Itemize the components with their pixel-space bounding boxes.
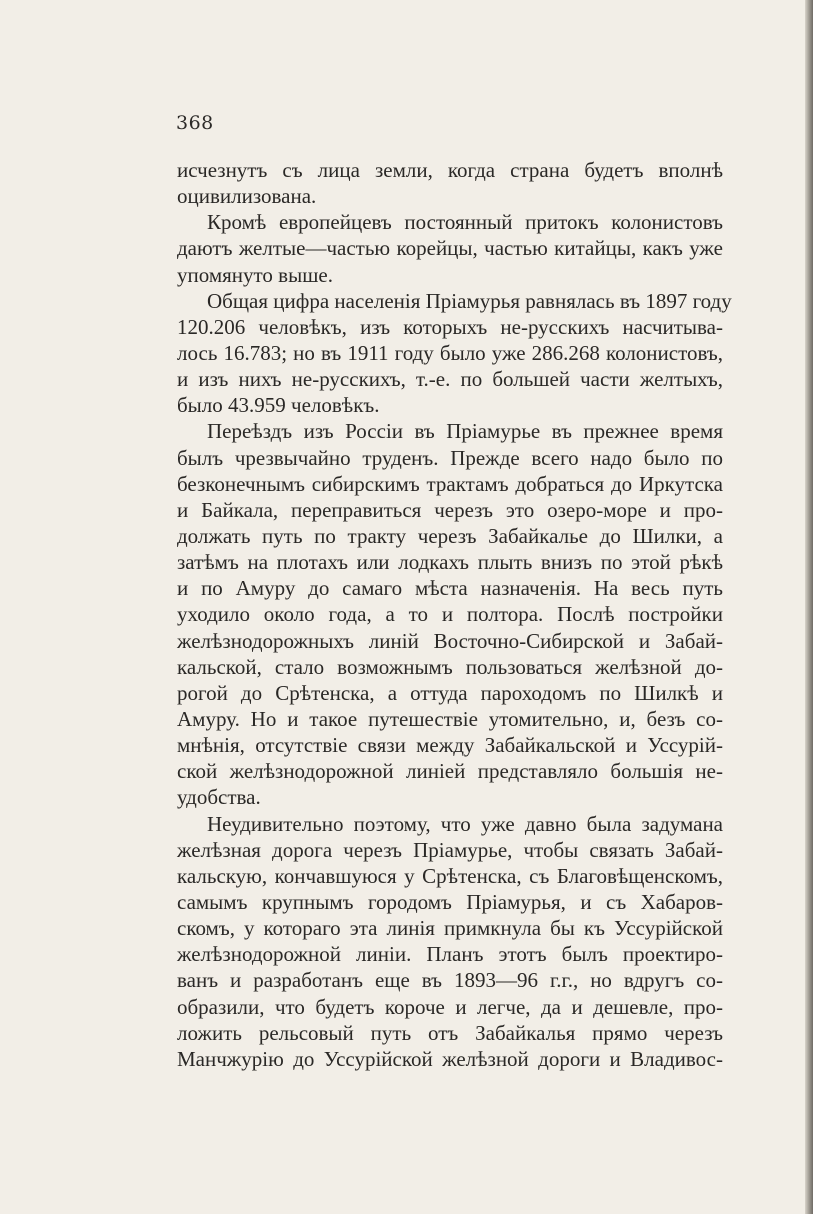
text-line: безконечнымъ сибирскимъ трактамъ добраться до Иркутска [177,471,723,496]
text-line: кальской, стало возможнымъ пользоваться желѣзной до- [177,654,723,679]
text-line: было 43.959 человѣкъ. [177,393,380,418]
text-line: и Байкала, переправиться черезъ это озеро-море и про- [177,497,723,522]
text-line: кальскую, кончавшуюся у Срѣтенска, съ Благовѣщенскомъ, [177,863,723,888]
text-line: скомъ, у котораго эта линія примкнула бы къ Уссурійской [177,916,723,941]
text-line: желѣзнодорожной линіи. Планъ этотъ былъ проектиро- [177,942,723,967]
text-line: мнѣнія, отсутствіе связи между Забайкальской и Уссурій- [177,733,723,758]
text-line: желѣзнодорожныхъ линій Восточно-Сибирской и Забай- [177,628,723,653]
text-line: даютъ желтые—частью корейцы, частью китайцы, какъ уже [177,236,723,261]
text-line: Манчжурію до Уссурійской желѣзной дороги и Владивос- [177,1046,723,1071]
page-number: 368 [176,112,214,134]
text-line: лось 16.783; но въ 1911 году было уже 286.268 колонистовъ, [177,340,723,365]
text-line: образили, что будетъ короче и легче, да и дешевле, про- [177,994,723,1019]
text-line: оцивилизована. [177,184,317,209]
text-line: самымъ крупнымъ городомъ Пріамурья, и съ Хабаров- [177,889,723,914]
text-line: Неудивительно поэтому, что уже давно была задумана [207,811,723,836]
text-line: и по Амуру до самаго мѣста назначенія. На весь путь [177,576,723,601]
text-line: Переѣздъ изъ Россіи въ Пріамурье въ прежнее время [207,419,723,444]
text-line: упомянуто выше. [177,262,333,287]
page-edge-shadow [805,0,813,1214]
text-line: исчезнутъ съ лица земли, когда страна будетъ вполнѣ [177,158,723,182]
text-line: и изъ нихъ не-русскихъ, т.-е. по большей части желтыхъ, [177,367,723,392]
text-line: должать путь по тракту черезъ Забайкалье до Шилки, а [177,523,723,548]
text-line: рогой до Срѣтенска, а оттуда пароходомъ по Шилкѣ и [177,680,723,705]
text-line: Амуру. Но и такое путешествіе утомительно, и, безъ со- [177,706,723,731]
text-line: Кромѣ европейцевъ постоянный притокъ колонистовъ [207,210,723,235]
text-line: ложить рельсовый путь отъ Забайкалья прямо черезъ [177,1020,723,1045]
text-line: Общая цифра населенія Пріамурья равнялась въ 1897 году [207,288,732,313]
text-line: удобства. [177,785,261,810]
text-line: 120.206 человѣкъ, изъ которыхъ не-русскихъ насчитыва- [177,314,723,339]
text-line: ской желѣзнодорожной линіей представляло большія не- [177,759,723,784]
text-line: былъ чрезвычайно труденъ. Прежде всего надо было по [177,445,723,470]
text-line: ванъ и разработанъ еще въ 1893—96 г.г., но вдругъ со- [177,968,723,993]
text-line: желѣзная дорога черезъ Пріамурье, чтобы связать Забай- [177,837,723,862]
text-line: затѣмъ на плотахъ или лодкахъ плыть внизъ по этой рѣкѣ [177,550,723,575]
text-line: уходило около года, а то и полтора. Послѣ постройки [177,602,723,627]
page-body-text [177,157,732,1072]
